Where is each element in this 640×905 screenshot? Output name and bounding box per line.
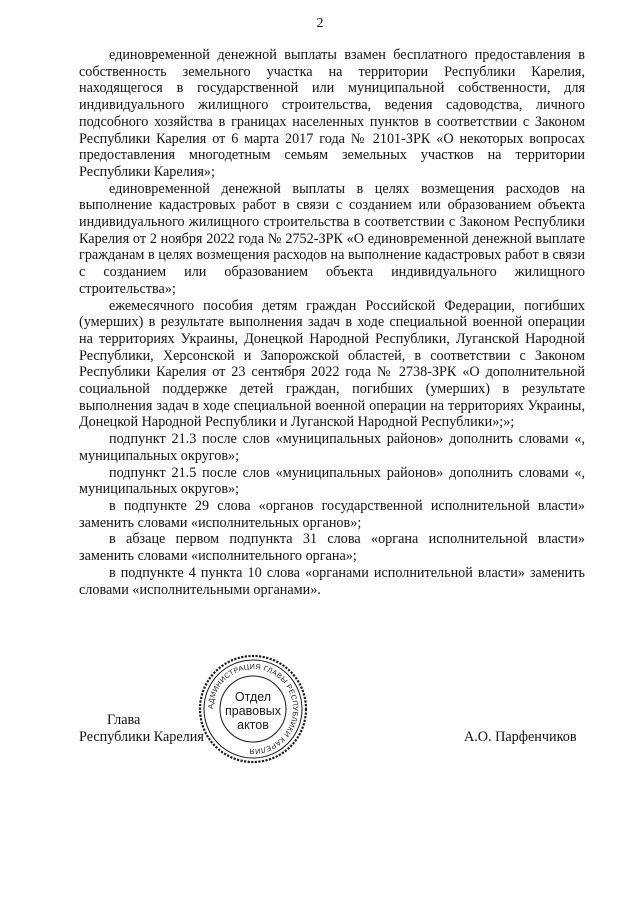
signatory-title-line1: Глава [107, 712, 141, 728]
stamp-line1: Отдел [234, 690, 272, 704]
paragraph: подпункт 21.3 после слов «муниципальных районов» дополнить словами «, муниципальных округов»; [79, 431, 585, 464]
signatory-title [79, 712, 204, 746]
signatory-name: А.О. Парфенчиков [464, 729, 577, 745]
department-stamp [197, 653, 309, 765]
paragraph: в абзаце первом подпункта 31 слова «органа исполнительной власти» заменить словами «исполнительного органа»; [79, 531, 585, 565]
signatory-title-line2: Республики Карелия [79, 729, 204, 745]
stamp-line2: правовых [225, 704, 281, 718]
document-body [79, 47, 585, 598]
paragraph: в подпункте 29 слова «органов государственной исполнительной власти» заменить словами «исполнительных органов»; [79, 497, 585, 531]
page-number: 2 [316, 16, 324, 31]
paragraph: подпункт 21.5 после слов «муниципальных районов» дополнить словами «, муниципальных округов»; [79, 464, 585, 498]
paragraph: единовременной денежной выплаты в целях возмещения расходов на выполнение кадастровых работ в связи с созданием или образованием объекта индивидуального жилищного строительства в соответствии с Законом Республики Карелия от 2 ноября 2022 года № 2752-ЗРК «О единовременной денежной выплате гражданам в целях возмещения расходов на выполнение кадастровых работ в связи с созданием или образованием объекта индивидуального жилищного строительства»; [79, 180, 585, 297]
paragraph: в подпункте 4 пункта 10 слова «органами исполнительной власти» заменить словами «исполнительными органами». [79, 564, 585, 598]
paragraph: единовременной денежной выплаты взамен бесплатного предоставления в собственность земельного участка на территории Республики Карелия, находящегося в государственной или муниципальной собственности, для индивидуального жилищного строительства, ведения садоводства, личного подсобного хозяйства в границах населенных пунктов в соответствии с Законом Республики Карелия от 6 марта 2017 года № 2101-ЗРК «О некоторых вопросах предоставления многодетным семьям земельных участков на территории Республики Карелия»; [79, 47, 585, 180]
paragraph: ежемесячного пособия детям граждан Российской Федерации, погибших (умерших) в результате выполнения задач в ходе специальной военной операции на территориях Украины, Донецкой Народной Республики, Луганской Народной Республики, Херсонской и Запорожской областей, в соответствии с Законом Республики Карелия от 23 сентября 2022 года № 2738-ЗРК «О дополнительной социальной поддержке детей граждан, погибших (умерших) в результате выполнения задач в ходе специальной военной операции на территориях Украины, Донецкой Народной Республики и Луганской Народной Республики»;»; [79, 297, 585, 431]
stamp-line3: актов [237, 718, 269, 732]
stamp-ring-text: АДМИНИСТРАЦИЯ ГЛАВЫ РЕСПУБЛИКИ КАРЕЛИЯ [205, 661, 301, 757]
